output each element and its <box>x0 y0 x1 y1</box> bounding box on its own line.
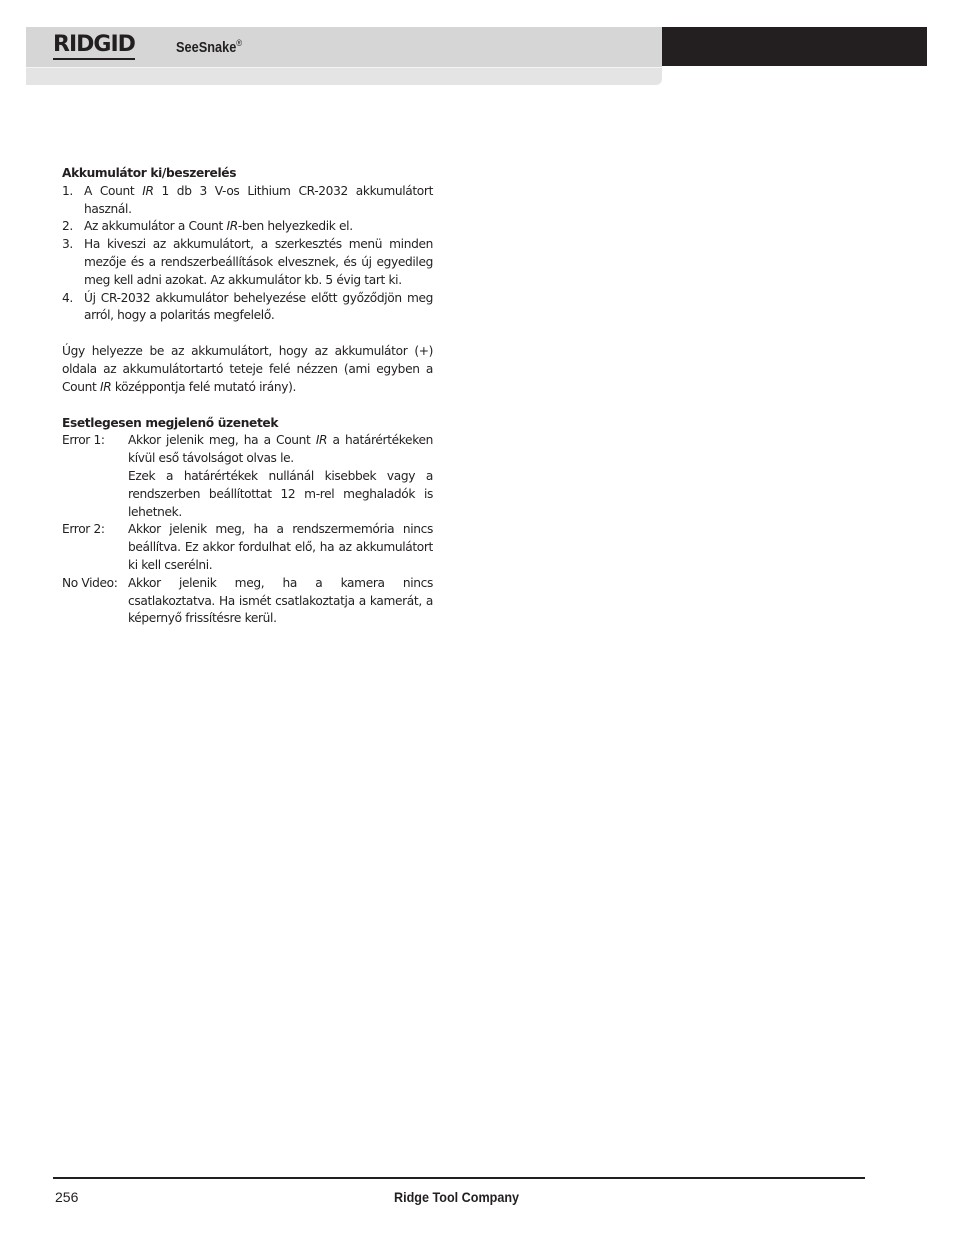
message-label: No Video: <box>62 575 118 590</box>
registered-mark: ® <box>236 38 243 48</box>
spacer <box>62 325 433 343</box>
logo-text: RIDGID <box>53 34 135 60</box>
step-text-italic: IR <box>226 219 238 234</box>
message-description <box>128 432 433 521</box>
battery-steps <box>62 183 433 325</box>
footer-rule <box>53 1177 865 1179</box>
message-description: Akkor jelenik meg, ha a kamera nincs csatlakoztatva. Ha ismét csatlakoztatja a kamerát, a képernyő frissítésre kerül. <box>128 575 433 626</box>
battery-paragraph <box>62 343 433 396</box>
battery-step <box>62 183 433 219</box>
step-text-part: 1 db 3 V-os Lithium CR-2032 akkumulátort használ. <box>84 183 433 216</box>
step-number: 3. <box>62 237 73 252</box>
page-number: 256 <box>55 1189 79 1205</box>
message-extra: Ezek a határértékek nullánál kisebbek vagy a rendszerben beállítottat 12 m-rel meghaladók is lehetnek. <box>128 468 433 519</box>
step-number: 1. <box>62 183 73 198</box>
message-label: Error 1: <box>62 433 105 448</box>
step-text-italic: IR <box>142 183 154 198</box>
message-error-2 <box>62 521 433 574</box>
battery-step <box>62 236 433 289</box>
step-number: 4. <box>62 290 73 305</box>
message-part: Akkor jelenik meg, ha a Count <box>128 433 316 448</box>
message-line <box>128 432 433 468</box>
message-no-video <box>62 575 433 628</box>
battery-step <box>62 290 433 326</box>
step-text: Ha kiveszi az akkumulátort, a szerkesztés menü minden mezője és a rendszerbeállítások elvesznek, és új egyedileg meg kell adni azokat. Az akkumulátor kb. 5 évig tart ki. <box>84 237 433 287</box>
messages-heading: Esetlegesen megjelenő üzenetek <box>62 415 279 430</box>
main-content <box>62 165 433 628</box>
step-number: 2. <box>62 219 73 234</box>
message-error-1 <box>62 432 433 521</box>
spacer <box>62 397 433 415</box>
message-description: Akkor jelenik meg, ha a rendszermemória nincs beállítva. Ez akkor fordulhat elő, ha az akkumulátort ki kell cserélni. <box>128 522 433 572</box>
battery-heading: Akkumulátor ki/beszerelés <box>62 166 237 180</box>
step-text-part: -ben helyezkedik el. <box>237 219 353 234</box>
step-text-part: Az akkumulátor a Count <box>84 219 227 234</box>
message-label: Error 2: <box>62 522 105 537</box>
header-dark-block <box>662 27 927 66</box>
step-text-part: A Count <box>84 183 143 198</box>
paragraph-part: középpontja felé mutató irány). <box>111 379 297 394</box>
brand-name: SeeSnake <box>176 39 237 56</box>
battery-step <box>62 218 433 236</box>
company-name: Ridge Tool Company <box>394 1189 520 1205</box>
brand-title <box>176 38 242 56</box>
step-text: Új CR-2032 akkumulátor behelyezése előtt győződjön meg arról, hogy a polaritás megfelelő. <box>84 290 433 323</box>
step-text <box>84 183 433 219</box>
paragraph-part: Úgy helyezze be az akkumulátort, hogy az akkumulátor (+) oldala az akkumulátortartó teteje felé nézzen (ami egyben a Count <box>62 344 433 394</box>
message-italic: IR <box>315 433 328 448</box>
step-text <box>84 218 433 236</box>
header-sub-band <box>26 67 662 85</box>
ridgid-logo <box>53 34 135 62</box>
message-part: a határértékeken kívül eső távolságot olvas le. <box>128 433 433 466</box>
paragraph-italic: IR <box>99 379 112 394</box>
